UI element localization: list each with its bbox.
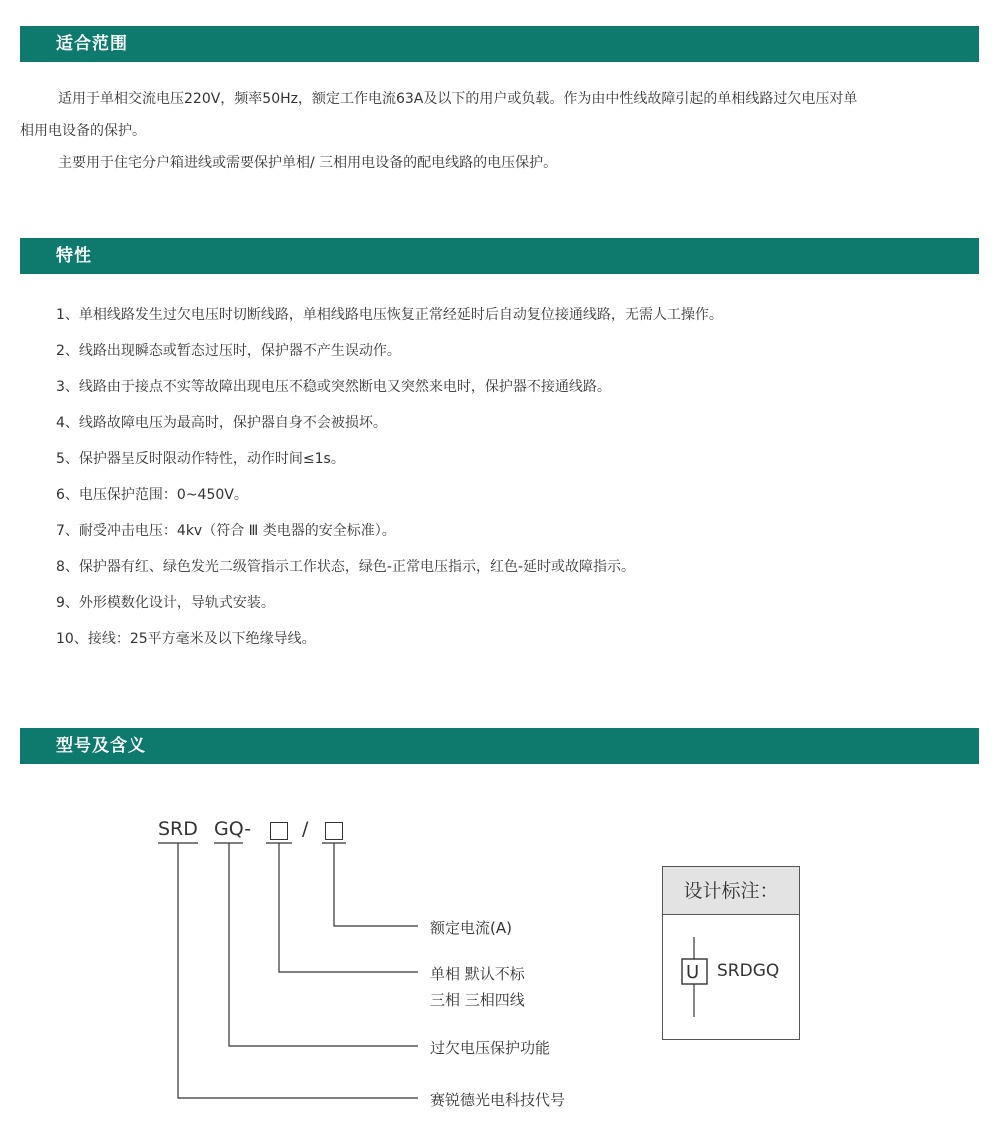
- label-function: 过欠电压保护功能: [430, 1039, 551, 1057]
- label-rated-current: 额定电流(A): [430, 919, 512, 937]
- section-title-model: 型号及含义: [56, 736, 146, 756]
- feature-item-2: 2、线路出现瞬态或暂态过压时，保护器不产生误动作。: [56, 343, 401, 359]
- leader-function: [229, 843, 418, 1046]
- feature-item-10: 10、接线：25平方毫米及以下绝缘导线。: [56, 631, 316, 647]
- feature-item-9: 9、外形模数化设计，导轨式安装。: [56, 595, 275, 611]
- design-note-title: 设计标注：: [663, 867, 799, 915]
- scope-paragraph-2: 主要用于住宅分户箱进线或需要保护单相/ 三相用电设备的配电线路的电压保护。: [58, 155, 558, 171]
- feature-item-4: 4、线路故障电压为最高时，保护器自身不会被损坏。: [56, 415, 387, 431]
- leader-company: [178, 843, 418, 1098]
- feature-item-5: 5、保护器呈反时限动作特性，动作时间≤1s。: [56, 451, 345, 467]
- section-title-features: 特性: [56, 246, 92, 266]
- leader-phase: [279, 843, 418, 972]
- feature-item-1: 1、单相线路发生过欠电压时切断线路，单相线路电压恢复正常经延时后自动复位接通线路，无需人工操作。: [56, 307, 723, 323]
- leader-current: [334, 843, 418, 926]
- label-phase-three: 三相 三相四线: [430, 991, 525, 1009]
- symbol-letter: U: [686, 962, 700, 983]
- code-slash: /: [302, 818, 309, 840]
- feature-item-6: 6、电压保护范围：0~450V。: [56, 487, 248, 503]
- code-srd: SRD: [158, 818, 198, 840]
- scope-p1-line1: 适用于单相交流电压220V，频率50Hz，额定工作电流63A及以下的用户或负载。作为由中性线故障引起的单相线路过欠电压对单: [58, 91, 858, 107]
- code-gq: GQ-: [214, 818, 252, 840]
- design-note-box: [662, 866, 800, 1040]
- label-phase-single: 单相 默认不标: [430, 965, 525, 983]
- scope-p1-line2: 相用电设备的保护。: [20, 123, 146, 139]
- feature-item-8: 8、保护器有红、绿色发光二级管指示工作状态，绿色-正常电压指示，红色-延时或故障指示。: [56, 559, 636, 575]
- label-company: 赛锐德光电科技代号: [430, 1091, 566, 1109]
- feature-item-3: 3、线路由于接点不实等故障出现电压不稳或突然断电又突然来电时，保护器不接通线路。: [56, 379, 611, 395]
- section-title-scope: 适合范围: [56, 34, 128, 54]
- feature-item-7: 7、耐受冲击电压：4kv（符合 Ⅲ 类电器的安全标准）。: [56, 523, 396, 539]
- symbol-name: SRDGQ: [717, 961, 780, 981]
